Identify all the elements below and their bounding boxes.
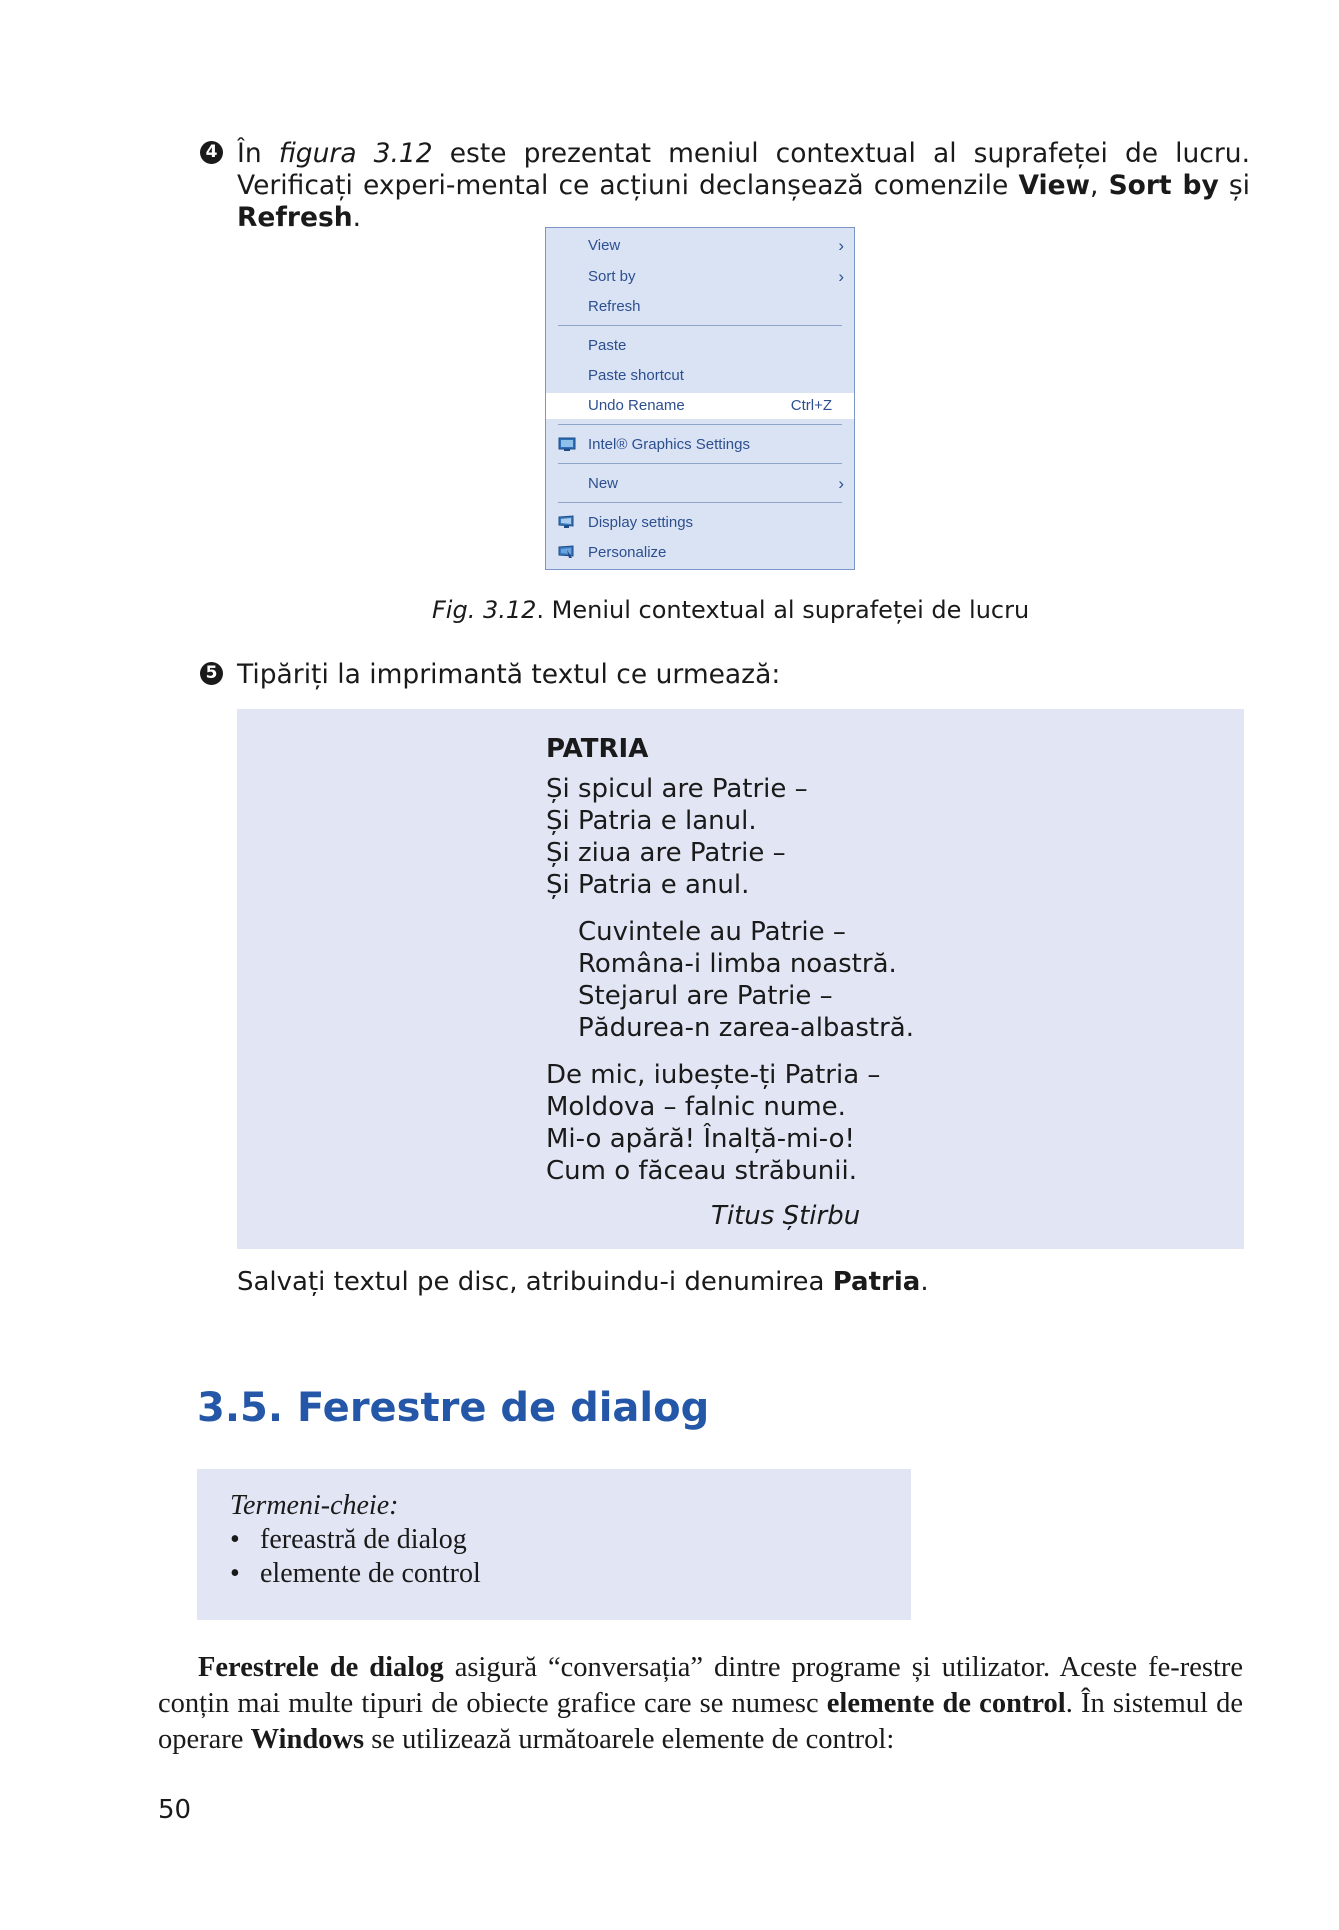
- chevron-right-icon: ›: [838, 267, 844, 286]
- poem-title: PATRIA: [546, 734, 649, 764]
- text-run: asigură “conversația” dintre programe și utilizator. Aceste fe-restre conțin mai multe tipuri de obiecte grafice care se numesc: [158, 1652, 1244, 1719]
- command-refresh: Refresh: [237, 202, 353, 233]
- poem-line: Mi-o apără! Înalță-mi-o!: [546, 1124, 855, 1154]
- caption-text: . Meniul contextual al suprafeței de lucru: [536, 596, 1030, 624]
- menu-item-label: New: [588, 475, 619, 492]
- menu-item-label: View: [588, 237, 621, 254]
- personalize-icon: [558, 545, 576, 560]
- bold-term: Ferestrele de dialog: [198, 1652, 444, 1683]
- display-settings-icon: [558, 515, 576, 530]
- text-run: este prezentat meniul contextual al suprafeței de lucru. Verificați experi-mental ce acțiuni declanșează comenzile: [237, 138, 1250, 201]
- text-run: .: [352, 202, 362, 233]
- key-terms-list: [230, 1523, 481, 1591]
- exercise-4: [200, 138, 1250, 234]
- text-run: În: [237, 138, 279, 169]
- key-term-item: [230, 1523, 481, 1557]
- menu-separator: [558, 502, 842, 503]
- poem-line: Româna-i limba noastră.: [578, 949, 897, 979]
- key-term-item: [230, 1557, 481, 1591]
- exercise-5-text: Tipăriți la imprimantă textul ce urmează:: [237, 659, 781, 690]
- poem-line: Cuvintele au Patrie –: [578, 917, 846, 947]
- poem-line: Și Patria e anul.: [546, 870, 750, 900]
- menu-item-label: Personalize: [588, 544, 667, 561]
- key-term-text: elemente de control: [260, 1558, 481, 1589]
- menu-item-intel-graphics[interactable]: [546, 432, 854, 458]
- text-run: și: [1218, 170, 1250, 201]
- text-run: Salvați textul pe disc, atribuindu-i denumirea: [237, 1267, 833, 1297]
- file-name: Patria: [832, 1267, 921, 1297]
- save-instruction: [237, 1267, 929, 1297]
- menu-item-sort-by[interactable]: [546, 264, 854, 290]
- menu-item-label: Display settings: [588, 514, 694, 531]
- poem-line: Și ziua are Patrie –: [546, 838, 786, 868]
- menu-item-label: Paste: [588, 337, 627, 354]
- figure-label: Fig. 3.12: [432, 596, 537, 624]
- text-run: ,: [1090, 170, 1109, 201]
- text-run: . În sistemul de operare: [158, 1688, 1243, 1755]
- menu-item-undo-rename[interactable]: [546, 393, 854, 419]
- exercise-number-badge: 4: [200, 141, 223, 164]
- exercise-4-text: [200, 138, 1250, 234]
- figure-caption: [432, 596, 1029, 624]
- menu-item-paste[interactable]: [546, 333, 854, 359]
- figure-reference: figura 3.12: [278, 138, 433, 169]
- poem-line: Stejarul are Patrie –: [578, 981, 833, 1011]
- chevron-right-icon: ›: [838, 474, 844, 493]
- page-number: 50: [158, 1795, 192, 1825]
- exercise-number-badge: 5: [200, 662, 223, 685]
- menu-item-shortcut: Ctrl+Z: [790, 397, 832, 414]
- menu-item-personalize[interactable]: [546, 540, 854, 566]
- poem-line: Și Patria e lanul.: [546, 806, 757, 836]
- bold-term: elemente de control: [826, 1688, 1066, 1719]
- menu-separator: [558, 463, 842, 464]
- poem-line: Și spicul are Patrie –: [546, 774, 808, 804]
- key-term-text: fereastră de dialog: [260, 1524, 467, 1555]
- menu-item-view[interactable]: [546, 233, 854, 259]
- menu-item-new[interactable]: [546, 471, 854, 497]
- menu-item-label: Intel® Graphics Settings: [588, 436, 750, 453]
- menu-item-paste-shortcut[interactable]: [546, 363, 854, 389]
- menu-item-label: Paste shortcut: [588, 367, 684, 384]
- poem-line: Moldova – falnic nume.: [546, 1092, 846, 1122]
- poem-line: Cum o făceau străbunii.: [546, 1156, 857, 1186]
- menu-item-display-settings[interactable]: [546, 510, 854, 536]
- menu-separator: [558, 325, 842, 326]
- body-paragraph: [158, 1650, 1243, 1758]
- poem-stanza-2: [578, 916, 914, 1044]
- menu-item-refresh[interactable]: [546, 294, 854, 320]
- section-heading: 3.5. Ferestre de dialog: [197, 1385, 710, 1431]
- desktop-context-menu: [545, 227, 855, 570]
- poem-stanza-3: [546, 1059, 880, 1187]
- bold-term: Windows: [250, 1724, 365, 1755]
- poem-stanza-1: [546, 773, 808, 901]
- poem-author: Titus Știrbu: [711, 1201, 861, 1231]
- poem-line: Pădurea-n zarea-albastră.: [578, 1013, 914, 1043]
- command-sort-by: Sort by: [1108, 170, 1219, 201]
- command-view: View: [1018, 170, 1091, 201]
- menu-item-label: Undo Rename: [588, 397, 685, 414]
- key-terms-heading: Termeni-cheie:: [230, 1490, 399, 1521]
- poem-box: [237, 709, 1244, 1249]
- poem-line: De mic, iubește-ți Patria –: [546, 1060, 881, 1090]
- chevron-right-icon: ›: [838, 236, 844, 255]
- menu-separator: [558, 424, 842, 425]
- menu-item-label: Sort by: [588, 268, 636, 285]
- text-run: se utilizează următoarele elemente de control:: [364, 1724, 895, 1755]
- text-run: .: [920, 1267, 929, 1297]
- exercise-5: [200, 659, 780, 691]
- key-terms-box: [197, 1469, 911, 1620]
- intel-graphics-icon: [558, 437, 576, 452]
- menu-item-label: Refresh: [588, 298, 641, 315]
